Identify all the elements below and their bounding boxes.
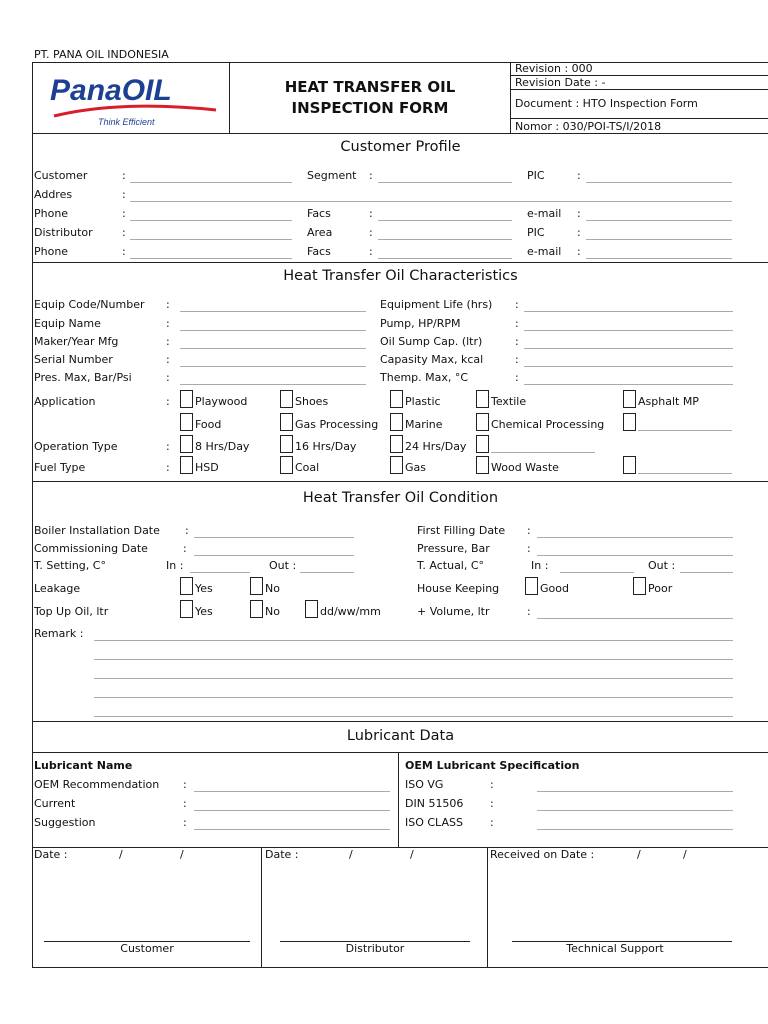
leakage-no-label: No: [265, 582, 280, 595]
t-setting-out-field[interactable]: [300, 572, 354, 573]
colon: :: [369, 245, 373, 258]
date-slash: /: [349, 848, 353, 861]
segment-field[interactable]: [378, 182, 512, 183]
coal-checkbox[interactable]: [280, 456, 293, 474]
colon: :: [515, 353, 519, 366]
pressure-field[interactable]: [537, 555, 733, 556]
signature-divider-2: [487, 847, 488, 967]
colon: :: [183, 542, 187, 555]
colon: :: [166, 395, 170, 408]
colon: :: [490, 797, 494, 810]
operation-type-label: Operation Type: [34, 440, 118, 453]
gas-processing-checkbox[interactable]: [280, 413, 293, 431]
themp-max-label: Themp. Max, °C: [380, 371, 469, 384]
facs-label: Facs: [307, 207, 331, 220]
customer-label: Customer: [34, 169, 88, 182]
colon: :: [166, 461, 170, 474]
facs-field[interactable]: [378, 220, 512, 221]
remark-line-5[interactable]: [94, 716, 733, 717]
remark-line-1[interactable]: [94, 640, 733, 641]
equip-life-label: Equipment Life (hrs): [380, 298, 493, 311]
colon: :: [166, 317, 170, 330]
email-label: e-mail: [527, 207, 562, 220]
equip-name-label: Equip Name: [34, 317, 101, 330]
plastic-label: Plastic: [405, 395, 441, 408]
textile-label: Textile: [491, 395, 527, 408]
remark-label: Remark :: [34, 627, 84, 640]
din-field[interactable]: [537, 810, 733, 811]
equip-name-field[interactable]: [180, 330, 366, 331]
house-keeping-label: House Keeping: [417, 582, 500, 595]
asphalt-label: Asphalt MP: [638, 395, 699, 408]
volume-label: + Volume, ltr: [417, 605, 490, 618]
colon: :: [166, 298, 170, 311]
svg-text:PanaOIL: PanaOIL: [50, 74, 172, 107]
revision-date: Revision Date : -: [515, 76, 606, 89]
colon: :: [183, 797, 187, 810]
colon: :: [515, 317, 519, 330]
top-up-no-checkbox[interactable]: [250, 600, 263, 618]
16hrs-checkbox[interactable]: [280, 435, 293, 453]
colon: :: [122, 245, 126, 258]
customer-field[interactable]: [130, 182, 292, 183]
ddwwmm-label: dd/ww/mm: [320, 605, 381, 618]
din-label: DIN 51506: [405, 797, 464, 810]
other-operation-field[interactable]: [491, 452, 595, 453]
colon: :: [166, 335, 170, 348]
colon: :: [185, 524, 189, 537]
email-label-2: e-mail: [527, 245, 562, 258]
playwood-label: Playwood: [195, 395, 248, 408]
pump-field[interactable]: [524, 330, 733, 331]
food-checkbox[interactable]: [180, 413, 193, 431]
colon: :: [515, 298, 519, 311]
iso-vg-field[interactable]: [537, 791, 733, 792]
suggestion-field[interactable]: [194, 829, 390, 830]
lubricant-title: Lubricant Data: [346, 728, 455, 744]
t-actual-out-field[interactable]: [680, 572, 733, 573]
pic-label-2: PIC: [527, 226, 545, 239]
equip-code-field[interactable]: [180, 311, 366, 312]
colon: :: [122, 226, 126, 239]
commissioning-field[interactable]: [194, 555, 354, 556]
section-line-2: [32, 481, 768, 482]
leakage-no-checkbox[interactable]: [250, 577, 263, 595]
colon: :: [515, 335, 519, 348]
colon: :: [490, 778, 494, 791]
facs-label-2: Facs: [307, 245, 331, 258]
remark-line-2[interactable]: [94, 659, 733, 660]
t-setting-out-label: Out :: [269, 559, 297, 572]
frame-left: [32, 62, 33, 968]
oem-spec-header: OEM Lubricant Specification: [405, 759, 580, 772]
area-label: Area: [307, 226, 333, 239]
customer-profile-title: Customer Profile: [340, 139, 461, 155]
pres-max-label: Pres. Max, Bar/Psi: [34, 371, 132, 384]
plastic-checkbox[interactable]: [390, 390, 403, 408]
section-line-3: [32, 721, 768, 722]
phone-field-2[interactable]: [130, 258, 292, 259]
other-application-field[interactable]: [638, 430, 732, 431]
colon: :: [122, 207, 126, 220]
frame-top: [32, 62, 768, 63]
section-line-4: [32, 752, 768, 753]
header-bottom-line: [32, 133, 768, 134]
marine-checkbox[interactable]: [390, 413, 403, 431]
meta-row-line-2: [510, 89, 768, 90]
leakage-label: Leakage: [34, 582, 81, 595]
form-title-line1: HEAT TRANSFER OIL: [284, 78, 456, 96]
leakage-yes-label: Yes: [195, 582, 213, 595]
t-setting-in-field[interactable]: [190, 572, 250, 573]
distributor-label: Distributor: [34, 226, 93, 239]
top-up-yes-label: Yes: [195, 605, 213, 618]
t-actual-in-field[interactable]: [560, 572, 634, 573]
colon: :: [369, 226, 373, 239]
distributor-date-label: Date :: [265, 848, 299, 861]
application-label: Application: [34, 395, 96, 408]
pic-field[interactable]: [586, 182, 732, 183]
colon: :: [166, 440, 170, 453]
characteristics-title: Heat Transfer Oil Characteristics: [283, 268, 518, 284]
signature-divider-1: [261, 847, 262, 967]
equip-code-label: Equip Code/Number: [34, 298, 145, 311]
remark-line-4[interactable]: [94, 697, 733, 698]
customer-signature-label: Customer: [120, 942, 174, 955]
volume-field[interactable]: [537, 618, 733, 619]
capasity-field[interactable]: [524, 366, 733, 367]
oil-sump-label: Oil Sump Cap. (ltr): [380, 335, 483, 348]
colon: :: [577, 226, 581, 239]
colon: :: [369, 169, 373, 182]
oem-recommendation-label: OEM Recommendation: [34, 778, 160, 791]
header-divider-2: [510, 62, 511, 133]
wood-waste-checkbox[interactable]: [476, 456, 489, 474]
condition-title: Heat Transfer Oil Condition: [302, 490, 499, 506]
textile-checkbox[interactable]: [476, 390, 489, 408]
top-up-yes-checkbox[interactable]: [180, 600, 193, 618]
food-label: Food: [195, 418, 222, 431]
technical-signature-label: Technical Support: [566, 942, 664, 955]
frame-bottom: [32, 967, 768, 968]
gas-checkbox[interactable]: [390, 456, 403, 474]
colon: :: [369, 207, 373, 220]
date-slash: /: [637, 848, 641, 861]
iso-class-field[interactable]: [537, 829, 733, 830]
t-setting-in-label: In :: [166, 559, 184, 572]
date-slash: /: [410, 848, 414, 861]
colon: :: [527, 524, 531, 537]
asphalt-checkbox[interactable]: [623, 390, 636, 408]
pic-field-2[interactable]: [586, 239, 732, 240]
current-field[interactable]: [194, 810, 390, 811]
boiler-date-label: Boiler Installation Date: [34, 524, 160, 537]
addres-field[interactable]: [130, 201, 732, 202]
segment-label: Segment: [307, 169, 357, 182]
t-actual-in-label: In :: [531, 559, 549, 572]
t-setting-label: T. Setting, C°: [34, 559, 106, 572]
fuel-type-label: Fuel Type: [34, 461, 86, 474]
date-slash: /: [180, 848, 184, 861]
gas-label: Gas: [405, 461, 426, 474]
date-slash: /: [119, 848, 123, 861]
section-line-1: [32, 262, 768, 263]
pressure-label: Pressure, Bar: [417, 542, 490, 555]
addres-label: Addres: [34, 188, 73, 201]
24hrs-label: 24 Hrs/Day: [405, 440, 467, 453]
other-fuel-checkbox[interactable]: [623, 456, 636, 474]
ddwwmm-checkbox[interactable]: [305, 600, 318, 618]
colon: :: [122, 188, 126, 201]
colon: :: [577, 207, 581, 220]
company-name: PT. PANA OIL INDONESIA: [34, 48, 169, 61]
other-fuel-field[interactable]: [638, 473, 732, 474]
serial-number-label: Serial Number: [34, 353, 113, 366]
remark-line-3[interactable]: [94, 678, 733, 679]
iso-class-label: ISO CLASS: [405, 816, 463, 829]
poor-checkbox[interactable]: [633, 577, 646, 595]
themp-max-field[interactable]: [524, 384, 733, 385]
revision: Revision : 000: [515, 62, 593, 75]
colon: :: [166, 371, 170, 384]
first-filling-label: First Filling Date: [417, 524, 506, 537]
t-actual-out-label: Out :: [648, 559, 676, 572]
other-operation-checkbox[interactable]: [476, 435, 489, 453]
other-application-checkbox[interactable]: [623, 413, 636, 431]
poor-label: Poor: [648, 582, 673, 595]
playwood-checkbox[interactable]: [180, 390, 193, 408]
maker-year-field[interactable]: [180, 348, 366, 349]
first-filling-field[interactable]: [537, 537, 733, 538]
maker-year-label: Maker/Year Mfg: [34, 335, 119, 348]
top-up-no-label: No: [265, 605, 280, 618]
facs-field-2[interactable]: [378, 258, 512, 259]
colon: :: [490, 816, 494, 829]
phone-field[interactable]: [130, 220, 292, 221]
colon: :: [577, 169, 581, 182]
8hrs-checkbox[interactable]: [180, 435, 193, 453]
colon: :: [166, 353, 170, 366]
16hrs-label: 16 Hrs/Day: [295, 440, 357, 453]
commissioning-label: Commissioning Date: [34, 542, 148, 555]
email-field-2[interactable]: [586, 258, 732, 259]
shoes-label: Shoes: [295, 395, 329, 408]
pic-label: PIC: [527, 169, 545, 182]
header-divider-1: [229, 62, 230, 133]
colon: :: [183, 816, 187, 829]
area-field[interactable]: [378, 239, 512, 240]
document: Document : HTO Inspection Form: [515, 97, 698, 110]
gas-processing-label: Gas Processing: [295, 418, 379, 431]
date-slash: /: [683, 848, 687, 861]
svg-text:Think Efficient: Think Efficient: [98, 117, 155, 127]
email-field[interactable]: [586, 220, 732, 221]
hsd-checkbox[interactable]: [180, 456, 193, 474]
colon: :: [527, 542, 531, 555]
meta-row-line-3: [510, 118, 768, 119]
distributor-signature-label: Distributor: [345, 942, 405, 955]
nomor: Nomor : 030/POI-TS/I/2018: [515, 120, 662, 133]
lubricant-divider: [398, 752, 399, 848]
lubricant-name-header: Lubricant Name: [34, 759, 133, 772]
good-checkbox[interactable]: [525, 577, 538, 595]
8hrs-label: 8 Hrs/Day: [195, 440, 250, 453]
colon: :: [527, 605, 531, 618]
colon: :: [183, 778, 187, 791]
serial-number-field[interactable]: [180, 366, 366, 367]
oil-sump-field[interactable]: [524, 348, 733, 349]
pump-label: Pump, HP/RPM: [380, 317, 461, 330]
equip-life-field[interactable]: [524, 311, 733, 312]
iso-vg-label: ISO VG: [405, 778, 444, 791]
chemical-checkbox[interactable]: [476, 413, 489, 431]
t-actual-label: T. Actual, C°: [417, 559, 485, 572]
phone-label: Phone: [34, 207, 69, 220]
pres-max-field[interactable]: [180, 384, 366, 385]
24hrs-checkbox[interactable]: [390, 435, 403, 453]
coal-label: Coal: [295, 461, 320, 474]
capasity-label: Capasity Max, kcal: [380, 353, 484, 366]
hsd-label: HSD: [195, 461, 219, 474]
colon: :: [515, 371, 519, 384]
distributor-field[interactable]: [130, 239, 292, 240]
company-logo: [40, 66, 224, 130]
boiler-date-field[interactable]: [194, 537, 354, 538]
wood-waste-label: Wood Waste: [491, 461, 559, 474]
leakage-yes-checkbox[interactable]: [180, 577, 193, 595]
marine-label: Marine: [405, 418, 443, 431]
current-label: Current: [34, 797, 76, 810]
phone-label-2: Phone: [34, 245, 69, 258]
shoes-checkbox[interactable]: [280, 390, 293, 408]
colon: :: [577, 245, 581, 258]
colon: :: [122, 169, 126, 182]
good-label: Good: [540, 582, 569, 595]
chemical-label: Chemical Processing: [491, 418, 605, 431]
oem-recommendation-field[interactable]: [194, 791, 390, 792]
top-up-label: Top Up Oil, ltr: [34, 605, 109, 618]
customer-date-label: Date :: [34, 848, 68, 861]
received-date-label: Received on Date :: [490, 848, 595, 861]
form-title-line2: INSPECTION FORM: [291, 99, 449, 117]
suggestion-label: Suggestion: [34, 816, 96, 829]
section-line-5: [32, 847, 768, 848]
